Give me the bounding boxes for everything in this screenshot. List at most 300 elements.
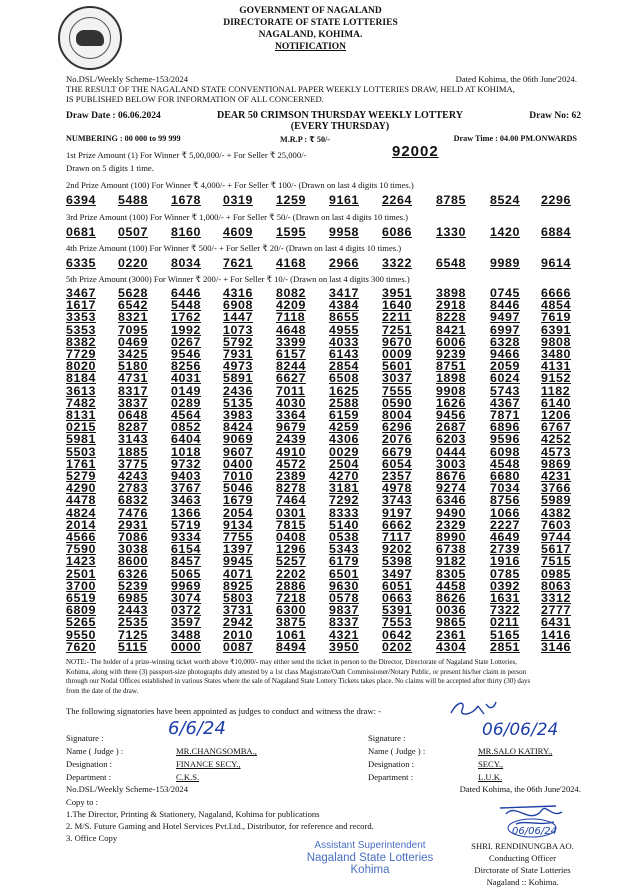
prize-number: 4316 xyxy=(223,286,253,300)
prize-number: 2777 xyxy=(541,603,571,618)
prize-number: 0663 xyxy=(382,591,412,605)
prize-number: 3766 xyxy=(541,481,571,496)
prize-number: 9152 xyxy=(541,371,571,386)
prize-number: 9456 xyxy=(436,408,466,422)
prize-number: 9274 xyxy=(436,481,466,496)
prize-number: 3767 xyxy=(171,481,201,496)
intro-line-1: THE RESULT OF THE NAGALAND STATE CONVENTIONAL PAPER WEEKLY LOTTERIES DRAW, HELD AT KOHIMA, xyxy=(66,84,515,94)
prize-number: 9614 xyxy=(541,256,571,270)
prize-number: 8228 xyxy=(436,310,466,325)
prize-number: 5803 xyxy=(223,591,253,605)
prize-number: 0392 xyxy=(490,578,520,593)
prize-number: 6154 xyxy=(171,542,201,557)
prize-number: 0538 xyxy=(329,530,359,544)
header-directorate: DIRECTORATE OF STATE LOTTERIES xyxy=(223,18,398,28)
prize-number: 2783 xyxy=(118,481,148,496)
prize-number: 0202 xyxy=(382,639,412,654)
prize-number: 1423 xyxy=(66,554,96,569)
prize-number: 7603 xyxy=(541,517,571,532)
prize-number: 6997 xyxy=(490,322,520,337)
prize-number: 9197 xyxy=(382,505,412,520)
prize-number: 8494 xyxy=(276,639,306,654)
prize-number: 6051 xyxy=(382,578,412,593)
prize-number: 0036 xyxy=(436,603,466,618)
prize-number: 7125 xyxy=(118,627,148,642)
prize-number: 2443 xyxy=(118,603,148,618)
prize-number: 4270 xyxy=(329,469,359,483)
prize-number: 5488 xyxy=(118,193,148,207)
prize-number: 4564 xyxy=(171,408,201,422)
prize-number: 9989 xyxy=(490,256,520,270)
prize-number: 5398 xyxy=(382,554,412,569)
prize-number: 0745 xyxy=(490,286,520,300)
prize-number: 5180 xyxy=(118,359,148,374)
prize-number: 4384 xyxy=(329,298,359,313)
prize-number: 4259 xyxy=(329,420,359,435)
prize-number: 5719 xyxy=(171,517,201,532)
prize-number: 2054 xyxy=(223,505,253,520)
prize-number: 6024 xyxy=(490,371,520,386)
header-location: NAGALAND, KOHIMA. xyxy=(258,30,363,40)
prize-number: 8421 xyxy=(436,322,466,337)
note-line-2: Kohima, along with three (3) passport-size photographs duly attested by a 1st class Magistrate/Oath Commissioner/Notary Public, or present his/her claim in person xyxy=(66,667,527,676)
prize-number: 6296 xyxy=(382,420,412,435)
prize-number: 3898 xyxy=(436,286,466,300)
lottery-subtitle: (EVERY THURSDAY) xyxy=(290,121,390,132)
prize-number: 3037 xyxy=(382,371,412,386)
prize-number: 3353 xyxy=(66,310,96,325)
prize-number: 3467 xyxy=(66,286,96,300)
prize-number: 9969 xyxy=(171,578,201,593)
prize-number: 4031 xyxy=(171,371,201,386)
prize-number: 4731 xyxy=(118,371,148,386)
prize-number: 1762 xyxy=(171,310,201,325)
prize-number: 8160 xyxy=(171,225,201,239)
prize-number: 2918 xyxy=(436,298,466,313)
prize-number: 3497 xyxy=(382,566,412,581)
prize-number: 1366 xyxy=(171,505,201,520)
prize-number: 9732 xyxy=(171,456,201,471)
right-judge-designation: SECY., xyxy=(478,759,504,769)
prize-number: 5265 xyxy=(66,615,96,630)
prize-number: 0029 xyxy=(329,444,359,459)
prize-number: 5115 xyxy=(118,639,148,654)
prize-number: 0087 xyxy=(223,639,253,654)
lottery-title: DEAR 50 CRIMSON THURSDAY WEEKLY LOTTERY xyxy=(217,110,463,121)
prize-number: 2687 xyxy=(436,420,466,435)
officer-signature-mark xyxy=(496,800,566,844)
prize-number: 2739 xyxy=(490,542,520,557)
prize-number: 7815 xyxy=(276,517,306,532)
prize-number: 0648 xyxy=(118,408,148,422)
reference-date: Dated Kohima, the 06th June'2024. xyxy=(455,74,577,84)
prize-number: 5046 xyxy=(223,481,253,496)
prize-number: 1626 xyxy=(436,395,466,410)
prize-number: 0009 xyxy=(382,347,412,361)
prize-number: 8305 xyxy=(436,566,466,581)
prize-number: 5257 xyxy=(276,554,306,569)
prize-number: 3983 xyxy=(223,408,253,422)
draw-time: Draw Time : 04.00 PM.ONWARDS xyxy=(453,134,577,143)
header-notification: NOTIFICATION xyxy=(274,42,347,52)
prize-number: 6508 xyxy=(329,371,359,386)
numbering: NUMBERING : 00 000 to 99 999 xyxy=(66,134,181,143)
prize-number: 0149 xyxy=(171,383,201,398)
prize-number: 4854 xyxy=(541,298,571,313)
prize-number: 5792 xyxy=(223,334,253,349)
prize-number: 4321 xyxy=(329,627,359,642)
prize-number: 6328 xyxy=(490,334,520,349)
prize-number: 4290 xyxy=(66,481,96,496)
prize-number: 2931 xyxy=(118,517,148,532)
prize-number: 3038 xyxy=(118,542,148,557)
prize-number: 2264 xyxy=(382,193,412,207)
prize-number: 9490 xyxy=(436,505,466,520)
stamp-line-3: Kohima xyxy=(350,864,390,876)
prize-number: 6098 xyxy=(490,444,520,459)
prize-number: 8457 xyxy=(171,554,201,569)
prize-number: 3743 xyxy=(382,493,412,508)
prize-number: 1761 xyxy=(66,456,96,471)
draw-number: Draw No: 62 xyxy=(529,111,581,121)
prize-number: 0444 xyxy=(436,444,466,459)
right-designation-label: Designation : xyxy=(368,759,415,769)
prize-number: 9497 xyxy=(490,310,520,325)
prize-number: 9837 xyxy=(329,603,359,618)
prize-number: 8020 xyxy=(66,359,96,374)
prize-number: 8321 xyxy=(118,310,148,325)
prize-number: 4910 xyxy=(276,444,306,459)
prize-number: 6884 xyxy=(541,225,571,239)
prize-number: 4033 xyxy=(329,334,359,349)
prize-number: 7553 xyxy=(382,615,412,630)
prize-number: 5065 xyxy=(171,566,201,581)
prize-number: 3143 xyxy=(118,432,148,447)
prize-number: 9334 xyxy=(171,530,201,544)
prize-number: 3146 xyxy=(541,639,571,654)
prize-number: 6326 xyxy=(118,566,148,581)
prize-number: 5140 xyxy=(329,517,359,532)
prize-number: 9958 xyxy=(329,225,359,239)
prize-number: 9202 xyxy=(382,542,412,557)
left-judge-department: C.K.S. xyxy=(176,772,200,782)
copy-item-3: 3. Office Copy xyxy=(66,833,118,843)
prize-number: 4648 xyxy=(276,322,306,337)
prize-number: 7555 xyxy=(382,383,412,398)
prize-number: 5989 xyxy=(541,493,571,508)
prize-number: 3837 xyxy=(118,395,148,410)
prize-number: 2504 xyxy=(329,456,359,471)
prize-number: 9596 xyxy=(490,432,520,447)
prize-number: 7118 xyxy=(276,310,306,325)
prize-number: 6404 xyxy=(171,432,201,447)
prize-number: 1595 xyxy=(276,225,306,239)
prize-number: 7619 xyxy=(541,310,571,325)
right-department-label: Department : xyxy=(368,772,414,782)
prize-number: 8063 xyxy=(541,578,571,593)
copy-to-label: Copy to : xyxy=(66,797,98,807)
prize-number: 1259 xyxy=(276,193,306,207)
prize-number: 4306 xyxy=(329,432,359,447)
prize-number: 0985 xyxy=(541,566,571,581)
prize-number: 2211 xyxy=(382,310,412,325)
prize-number: 6985 xyxy=(118,591,148,605)
prize-number: 4252 xyxy=(541,432,571,447)
prize-number: 6662 xyxy=(382,517,412,532)
prize-number: 0267 xyxy=(171,334,201,349)
prize-number: 3731 xyxy=(223,603,253,618)
prize-number: 8131 xyxy=(66,408,96,422)
prize-number: 4566 xyxy=(66,530,96,544)
prize-number: 7931 xyxy=(223,347,253,361)
copy-item-1: 1.The Director, Printing & Stationery, Nagaland, Kohima for publications xyxy=(66,809,320,819)
prize-number: 6346 xyxy=(436,493,466,508)
prize-number: 2202 xyxy=(276,566,306,581)
prize-number: 3950 xyxy=(329,639,359,654)
prize-number: 4824 xyxy=(66,505,96,520)
prize-number: 5601 xyxy=(382,359,412,374)
prize-number: 1992 xyxy=(171,322,201,337)
assistant-superintendent-stamp xyxy=(300,840,440,876)
right-name-label: Name ( Judge ) : xyxy=(368,746,426,756)
prize-number: 9630 xyxy=(329,578,359,593)
prize-number: 6391 xyxy=(541,322,571,337)
prize-number: 4382 xyxy=(541,505,571,520)
prize-number: 6908 xyxy=(223,298,253,313)
prize-number: 4231 xyxy=(541,469,571,483)
prize-number: 7464 xyxy=(276,493,306,508)
prize-number: 7095 xyxy=(118,322,148,337)
prize-number: 8626 xyxy=(436,591,466,605)
prize-number: 2059 xyxy=(490,359,520,374)
prize-number: 0301 xyxy=(276,505,306,520)
prize-number: 1397 xyxy=(223,542,253,557)
prize-number: 8278 xyxy=(276,481,306,496)
prize-number: 7482 xyxy=(66,395,96,410)
prize-number: 8785 xyxy=(436,193,466,207)
prize-number: 5743 xyxy=(490,383,520,398)
prize-number: 3003 xyxy=(436,456,466,471)
prize-number: 1416 xyxy=(541,627,571,642)
prize-number: 2389 xyxy=(276,469,306,483)
officer-name: SHRI. RENDINUNGBA AO. xyxy=(471,841,574,851)
third-prize-text: 3rd Prize Amount (100) For Winner ₹ 1,000/- + For Seller ₹ 50/- (Drawn on last 4 digits 10 times.) xyxy=(66,212,409,222)
prize-number: 5343 xyxy=(329,542,359,557)
prize-number: 1679 xyxy=(223,493,253,508)
prize-number: 0319 xyxy=(223,193,253,207)
prize-number: 1018 xyxy=(171,444,201,459)
prize-number: 9679 xyxy=(276,420,306,435)
prize-number: 0469 xyxy=(118,334,148,349)
prize-number: 0211 xyxy=(490,615,520,630)
prize-number: 6394 xyxy=(66,193,96,207)
prize-number: 1640 xyxy=(382,298,412,313)
right-signature-label: Signature : xyxy=(368,733,406,743)
prize-number: 7292 xyxy=(329,493,359,508)
prize-number: 8004 xyxy=(382,408,412,422)
prize-number: 7322 xyxy=(490,603,520,618)
prize-number: 6054 xyxy=(382,456,412,471)
prize-number: 3951 xyxy=(382,286,412,300)
prize-number: 8925 xyxy=(223,578,253,593)
fourth-prize-text: 4th Prize Amount (100) For Winner ₹ 500/- + For Seller ₹ 20/- (Drawn on last 4 digits 10 times.) xyxy=(66,243,402,253)
prize-number: 9182 xyxy=(436,554,466,569)
prize-number: 0215 xyxy=(66,420,96,435)
prize-number: 7515 xyxy=(541,554,571,569)
prize-number: 5448 xyxy=(171,298,201,313)
prize-number: 6542 xyxy=(118,298,148,313)
intro-line-2: IS PUBLISHED BELOW FOR INFORMATION OF ALL CONCERNED. xyxy=(66,94,324,104)
mrp: M.R.P : ₹ 50/- xyxy=(280,135,331,144)
prize-number: 2357 xyxy=(382,469,412,483)
left-judge-designation: FINANCE SECY., xyxy=(176,759,241,769)
prize-number: 1617 xyxy=(66,298,96,313)
prize-number: 4243 xyxy=(118,469,148,483)
prize-number: 0590 xyxy=(382,395,412,410)
prize-number: 7620 xyxy=(66,639,96,654)
prize-number: 8756 xyxy=(490,493,520,508)
prize-number: 6738 xyxy=(436,542,466,557)
prize-number: 6832 xyxy=(118,493,148,508)
prize-number: 3700 xyxy=(66,578,96,593)
left-signature-label: Signature : xyxy=(66,733,104,743)
prize-number: 1073 xyxy=(223,322,253,337)
prize-number: 7011 xyxy=(276,383,306,398)
prize-number: 3488 xyxy=(171,627,201,642)
left-department-label: Department : xyxy=(66,772,112,782)
officer-place: Nagaland :: Kohima. xyxy=(486,877,559,887)
prize-number: 2854 xyxy=(329,359,359,374)
prize-number: 8287 xyxy=(118,420,148,435)
prize-number: 3074 xyxy=(171,591,201,605)
prize-number: 6431 xyxy=(541,615,571,630)
prize-number: 4978 xyxy=(382,481,412,496)
prize-number: 3775 xyxy=(118,456,148,471)
prize-number: 3312 xyxy=(541,591,571,605)
prize-number: 8524 xyxy=(490,193,520,207)
prize-number: 9945 xyxy=(223,554,253,569)
prize-number: 2886 xyxy=(276,578,306,593)
prize-number: 6896 xyxy=(490,420,520,435)
prize-number: 7729 xyxy=(66,347,96,361)
prize-number: 6679 xyxy=(382,444,412,459)
prize-number: 3425 xyxy=(118,347,148,361)
prize-number: 2076 xyxy=(382,432,412,447)
fifth-prize-text: 5th Prize Amount (3000) For Winner ₹ 200/- + For Seller ₹ 10/- (Drawn on last 4 digits 300 times.) xyxy=(66,274,410,284)
prize-number: 6335 xyxy=(66,256,96,270)
prize-number: 7034 xyxy=(490,481,520,496)
prize-number: 4071 xyxy=(223,566,253,581)
prize-number: 1916 xyxy=(490,554,520,569)
prize-number: 7871 xyxy=(490,408,520,422)
prize-number: 7010 xyxy=(223,469,253,483)
prize-number: 9744 xyxy=(541,530,571,544)
draw-date: Draw Date : 06.06.2024 xyxy=(66,111,161,121)
first-prize-text: 1st Prize Amount (1) For Winner ₹ 5,00,000/- + For Seller ₹ 25,000/- xyxy=(66,150,307,160)
prize-number: 7590 xyxy=(66,542,96,557)
prize-number: 1625 xyxy=(329,383,359,398)
prize-number: 3480 xyxy=(541,347,571,361)
prize-number: 8990 xyxy=(436,530,466,544)
prize-number: 2014 xyxy=(66,517,96,532)
prize-number: 5891 xyxy=(223,371,253,386)
prize-number: 5353 xyxy=(66,322,96,337)
prize-number: 5135 xyxy=(223,395,253,410)
prize-number: 0000 xyxy=(171,639,201,654)
prize-number: 5503 xyxy=(66,444,96,459)
prize-number: 6767 xyxy=(541,420,571,435)
officer-title: Conducting Officer xyxy=(489,853,556,863)
prize-number: 2535 xyxy=(118,615,148,630)
prize-number: 9869 xyxy=(541,456,571,471)
prize-number: 4458 xyxy=(436,578,466,593)
prize-number: 6501 xyxy=(329,566,359,581)
prize-number: 0408 xyxy=(276,530,306,544)
prize-number: 8600 xyxy=(118,554,148,569)
prize-number: 1678 xyxy=(171,193,201,207)
officer-signature-date: 06/06/24 xyxy=(512,826,557,837)
first-prize-note: Drawn on 5 digits 1 time. xyxy=(66,163,154,173)
prize-number: 2439 xyxy=(276,432,306,447)
prize-number: 9134 xyxy=(223,517,253,532)
prize-number: 4367 xyxy=(490,395,520,410)
prize-number: 2010 xyxy=(223,627,253,642)
stamp-line-2: Nagaland State Lotteries xyxy=(306,852,434,864)
officer-office: Dirctorate of State Lotteries xyxy=(474,865,571,875)
prize-number: 9670 xyxy=(382,334,412,349)
prize-number: 4955 xyxy=(329,322,359,337)
prize-number: 9403 xyxy=(171,469,201,483)
judges-intro: The following signatories have been appointed as judges to conduct and witness the draw: - xyxy=(66,706,382,716)
prize-number: 3463 xyxy=(171,493,201,508)
prize-number: 5391 xyxy=(382,603,412,618)
left-judge-signature: 6/6/24 xyxy=(168,718,226,739)
prize-number: 6446 xyxy=(171,286,201,300)
prize-number: 8337 xyxy=(329,615,359,630)
prize-number: 3364 xyxy=(276,408,306,422)
prize-number: 4973 xyxy=(223,359,253,374)
prize-number: 2966 xyxy=(329,256,359,270)
prize-number: 4572 xyxy=(276,456,306,471)
footer-date: Dated Kohima, the 06th June'2024. xyxy=(459,784,581,794)
reference-number: No.DSL/Weekly Scheme-153/2024 xyxy=(66,74,188,84)
prize-number: 1420 xyxy=(490,225,520,239)
left-name-label: Name ( Judge ) : xyxy=(66,746,124,756)
prize-number: 4609 xyxy=(223,225,253,239)
prize-number: 9161 xyxy=(329,193,359,207)
prize-number: 8676 xyxy=(436,469,466,483)
prize-number: 1885 xyxy=(118,444,148,459)
prize-number: 1296 xyxy=(276,542,306,557)
prize-number: 9546 xyxy=(171,347,201,361)
prize-number: 7251 xyxy=(382,322,412,337)
prize-number: 8655 xyxy=(329,310,359,325)
prize-number: 3322 xyxy=(382,256,412,270)
prize-number: 1330 xyxy=(436,225,466,239)
prize-number: 5165 xyxy=(490,627,520,642)
prize-number: 9908 xyxy=(436,383,466,398)
prize-number: 9466 xyxy=(490,347,520,361)
note-line-1: NOTE:- The holder of a prize-winning ticket worth above ₹10,000/- may either send the ticket in person to the Director, Directorate of Nagaland State Lotteries, xyxy=(66,658,517,666)
prize-number: 6809 xyxy=(66,603,96,618)
prize-number: 1898 xyxy=(436,371,466,386)
prize-number: 8333 xyxy=(329,505,359,520)
prize-number: 8382 xyxy=(66,334,96,349)
prize-number: 5617 xyxy=(541,542,571,557)
prize-number: 4478 xyxy=(66,493,96,508)
prize-number: 8082 xyxy=(276,286,306,300)
claims-note xyxy=(66,658,586,696)
